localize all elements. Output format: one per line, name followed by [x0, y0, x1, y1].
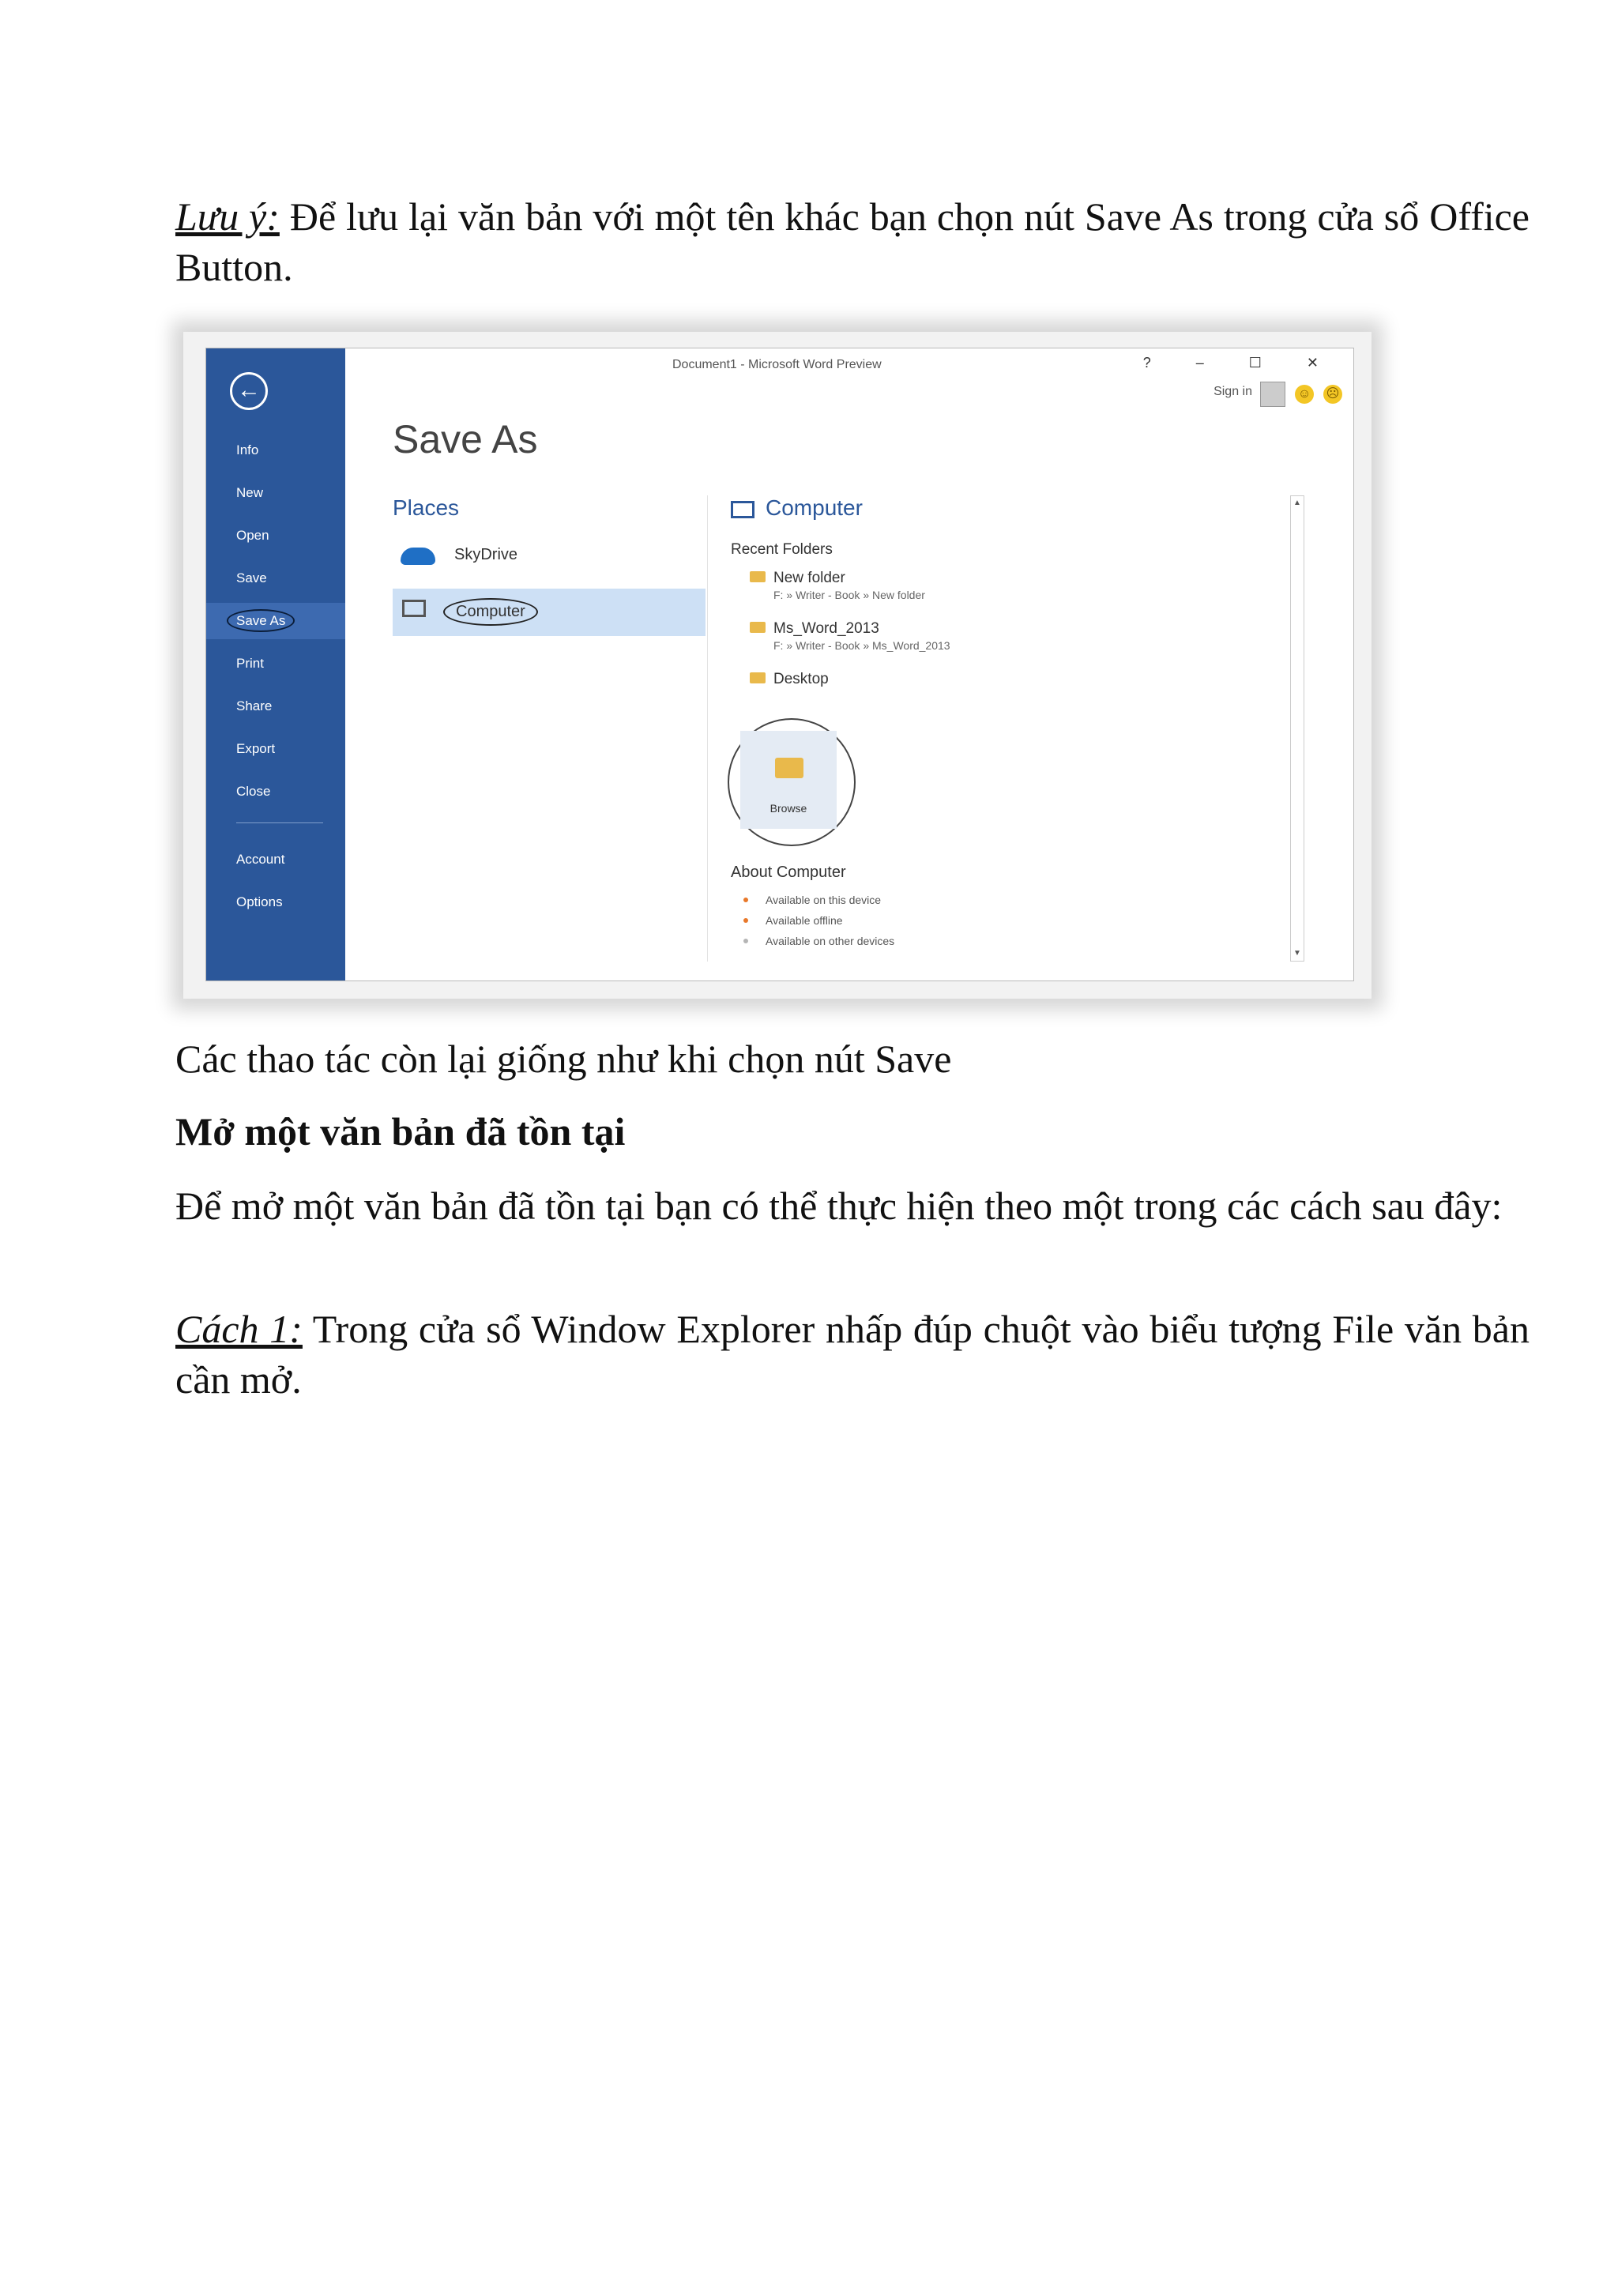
- way1-label: Cách 1:: [175, 1307, 303, 1351]
- nav-item-new[interactable]: New: [236, 485, 264, 500]
- intro-paragraph: Để mở một văn bản đã tồn tại bạn có thể thực hiện theo một trong các cách sau đây:: [175, 1184, 1503, 1228]
- recent-folders-heading: Recent Folders: [731, 541, 833, 558]
- bullet-icon: [743, 918, 748, 923]
- nav-item-export[interactable]: Export: [236, 741, 276, 756]
- recent-folder-item[interactable]: [750, 570, 925, 601]
- bullet-icon: [743, 939, 748, 943]
- nav-item-options[interactable]: Options: [236, 894, 283, 909]
- note-text: Để lưu lại văn bản với một tên khác bạn chọn nút Save As trong cửa sổ Office Button.: [175, 194, 1530, 289]
- about-item-text: Available offline: [766, 914, 843, 927]
- folder-icon: [750, 622, 766, 633]
- scrollbar[interactable]: [1290, 495, 1304, 962]
- computer-heading: [731, 495, 863, 521]
- nav-item-save-as-label: Save As: [227, 609, 295, 632]
- nav-divider: [236, 822, 323, 823]
- place-skydrive-label: SkyDrive: [454, 546, 518, 563]
- folder-name: Desktop: [773, 671, 829, 687]
- nav-item-close[interactable]: Close: [236, 784, 271, 799]
- page-title: Save As: [393, 417, 538, 461]
- nav-item-info[interactable]: Info: [236, 442, 259, 457]
- backstage-nav: [206, 348, 345, 981]
- section-heading: Mở một văn bản đã tồn tại: [175, 1109, 626, 1154]
- smile-feedback-icon[interactable]: ☺: [1295, 385, 1314, 404]
- word-window: [205, 348, 1354, 981]
- folder-path: F: » Writer - Book » Ms_Word_2013: [773, 639, 950, 652]
- browse-button[interactable]: [740, 731, 837, 829]
- computer-heading-text: Computer: [766, 495, 863, 520]
- column-divider: [707, 495, 708, 962]
- folder-icon: [750, 672, 766, 683]
- back-arrow-icon[interactable]: ←: [230, 372, 268, 410]
- way1-paragraph: [175, 1304, 1530, 1405]
- nav-item-share[interactable]: Share: [236, 698, 273, 713]
- place-computer[interactable]: [393, 589, 706, 636]
- folder-icon: [750, 571, 766, 582]
- nav-item-open[interactable]: Open: [236, 528, 269, 543]
- window-title: Document1 - Microsoft Word Preview: [672, 358, 882, 371]
- after-figure-paragraph: Các thao tác còn lại giống như khi chọn nút Save: [175, 1037, 952, 1081]
- about-computer-heading: About Computer: [731, 864, 846, 881]
- recent-folder-item[interactable]: [750, 620, 950, 652]
- recent-folder-item[interactable]: [750, 671, 829, 688]
- about-item: [743, 894, 881, 906]
- place-computer-label: Computer: [443, 598, 538, 626]
- note-paragraph: [175, 191, 1530, 292]
- about-item: [743, 914, 843, 927]
- nav-item-save[interactable]: Save: [236, 570, 267, 585]
- scroll-down-icon[interactable]: ▼: [1293, 949, 1301, 958]
- nav-item-print[interactable]: Print: [236, 656, 264, 671]
- folder-path: F: » Writer - Book » New folder: [773, 589, 925, 601]
- cloud-icon: [401, 548, 435, 565]
- note-label: Lưu ý:: [175, 194, 280, 239]
- frown-feedback-icon[interactable]: ☹: [1323, 385, 1342, 404]
- about-item: [743, 935, 894, 947]
- folder-icon: [775, 758, 803, 778]
- nav-item-account[interactable]: Account: [236, 852, 285, 867]
- about-item-text: Available on other devices: [766, 935, 895, 947]
- place-skydrive[interactable]: [393, 533, 706, 581]
- avatar-icon[interactable]: [1260, 382, 1285, 407]
- computer-icon: [731, 501, 754, 518]
- about-item-text: Available on this device: [766, 894, 882, 906]
- window-controls[interactable]: ? – ☐ ✕: [1142, 355, 1339, 371]
- folder-name: New folder: [773, 570, 845, 586]
- browse-label: Browse: [769, 802, 807, 815]
- folder-name: Ms_Word_2013: [773, 620, 879, 637]
- way1-text: Trong cửa sổ Window Explorer nhấp đúp chuột vào biểu tượng File văn bản cần mở.: [175, 1307, 1530, 1402]
- scroll-up-icon[interactable]: ▲: [1293, 499, 1301, 507]
- nav-item-save-as[interactable]: [206, 603, 345, 639]
- bullet-icon: [743, 898, 748, 902]
- computer-icon: [402, 600, 426, 617]
- places-heading: Places: [393, 495, 460, 520]
- save-as-screenshot: [183, 332, 1372, 999]
- sign-in-link[interactable]: Sign in: [1214, 385, 1252, 398]
